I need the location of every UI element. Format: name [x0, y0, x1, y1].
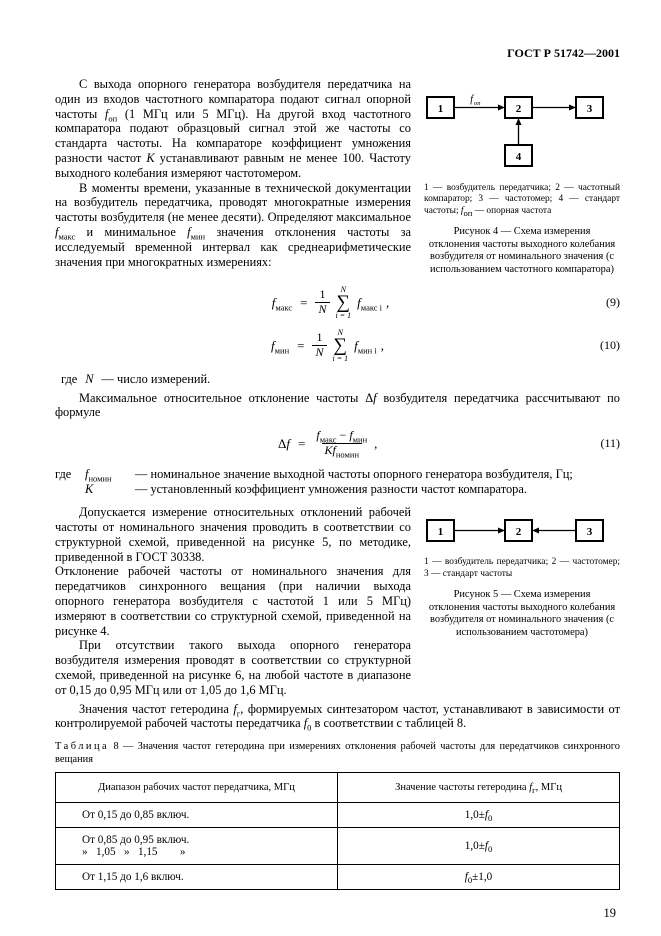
svg-text:оп: оп — [474, 100, 481, 107]
sigma-symbol: ∑ — [336, 291, 351, 313]
figure4-legend: 1 — возбудитель передатчика; 2 — частотный компаратор; 3 — частотомер; 4 — стандарт частоты; $f_{оп}$ — опорная частота — [424, 183, 620, 218]
paragraph-4: Допускается измерение относительных отклонений рабочей частоты от номинального значения проводить в соответствии со структурной схемой, приведенной на рисунке 5, по методике, приведенной в ГОСТ 30338. — [55, 505, 411, 564]
fig4-box2-label: 2 — [515, 103, 522, 115]
formula-9: $f_{макс}$ = $\frac{1}{N}$ N ∑ i = 1 $f_{макс i}$ , (9) — [271, 284, 620, 320]
var-f-sub: оп — [108, 113, 118, 124]
figure4-caption: Рисунок 4 — Схема измерения отклонения частоты выходного колебания возбудителя от номинального значения (с использованием частотного компаратора) — [428, 226, 616, 275]
col1-header: Диапазон рабочих частот передатчика, МГц — [56, 773, 338, 803]
fig5-box3-label: 3 — [586, 526, 593, 539]
text-column-middle — [55, 505, 411, 697]
page-number: 19 — [603, 906, 616, 921]
fig5-box1-label: 1 — [437, 526, 444, 539]
where-note-11: где $f_{номин}$ — номинальное значение выходной частоты опорного генератора возбудителя, Гц; K — установленный коэффициент умножения разности частот компаратора. — [55, 466, 573, 497]
figure5-caption: Рисунок 5 — Схема измерения отклонения частоты выходного колебания возбудителя от номинального значения (с использованием частотомера) — [428, 589, 616, 638]
var-f: f — [104, 106, 109, 121]
paragraph-3: Максимальное относительное отклонение частоты Δf возбудителя передатчика рассчитывают по формуле — [55, 390, 620, 420]
value-cell: $1,0\pm f_0$ — [338, 828, 620, 865]
paragraph-5: Отклонение рабочей частоты от номинального значения для передатчиков синхронного вещания (при наличии выхода опорного генератора возбудителя с частотой 1 или 5 МГц) измеряют в соответствии со структурной схемой, приведенной на рисунке 4. — [55, 564, 411, 638]
table-row — [56, 803, 620, 828]
table-header-row — [56, 773, 620, 803]
formula9-lhs: $f_{макс}$ — [271, 294, 293, 313]
var-f0: f — [303, 716, 308, 731]
var-f-het: f — [233, 701, 237, 716]
delta-symbol: Δ — [365, 390, 374, 405]
paragraph-2: В моменты времени, указанные в технической документации на возбудитель передатчика, проводят многократные измерения частоты возбудителя (не менее десяти). Определяют максимальное $f_{макс}$ и минимальное $f_{мин}$ значения отклонения частоты за исследуемый временной интервал как среднеарифметические значения при многократных измерениях: — [55, 180, 411, 269]
figure4-diagram — [424, 83, 620, 179]
formula-11: Δf = $\frac{f_{макс} - f_{мин}}{Kf_{номин}}$ , (11) — [278, 428, 620, 460]
range-cell: От 0,85 до 0,95 включ. » 1,05 » 1,15 » — [56, 828, 338, 865]
paragraph-7: Значения частот гетеродина $f_г$, формируемых синтезатором частот, устанавливают в зависимости от контролируемой рабочей частоты передатчика $f_0$ в соответствии с таблицей 8. — [55, 701, 620, 733]
fig4-arrow-label: f — [470, 94, 473, 105]
figure5-legend: 1 — возбудитель передатчика; 2 — частотомер; 3 — стандарт частоты — [424, 557, 620, 579]
formula10-fraction: $\frac{1}{N}$ — [312, 331, 326, 360]
formula11-lhs: Δf — [278, 435, 291, 451]
table8-caption: Таблица 8 — Значения частот гетеродина при измерениях отклонения рабочей частоты для передатчиков синхронного вещания — [55, 741, 620, 765]
table8 — [55, 772, 620, 890]
fig4-box1-label: 1 — [437, 103, 444, 115]
formula10-number: (10) — [600, 338, 620, 353]
formula10-term: $f_{мин i}$ — [354, 337, 377, 356]
text-column-top — [55, 77, 411, 277]
formula11-number: (11) — [600, 436, 620, 451]
figure4-column — [411, 77, 620, 277]
formula10-sum: N ∑ i = 1 — [332, 327, 349, 363]
table-row — [56, 865, 620, 890]
fig4-box3-label: 3 — [586, 103, 593, 115]
var-f-max: f — [55, 224, 59, 239]
range-cell: От 1,15 до 1,6 включ. — [56, 865, 338, 890]
figure5-diagram — [424, 511, 620, 553]
formula9-sum: N ∑ i = 1 — [335, 284, 352, 320]
range-cell: От 0,15 до 0,85 включ. — [56, 803, 338, 828]
doc-number: ГОСТ Р 51742—2001 — [507, 46, 620, 60]
fig5-box2-label: 2 — [515, 526, 522, 539]
formula-10: $f_{мин}$ = $\frac{1}{N}$ N ∑ i = 1 $f_{мин i}$ , (10) — [271, 327, 620, 363]
where-note-9: где N — число измерений. — [61, 371, 211, 386]
figure5-column — [411, 505, 620, 697]
formula11-fraction: $\frac{f_{макс} - f_{мин}}{Kf_{номин}}$ — [316, 428, 368, 460]
fig4-box4-label: 4 — [515, 151, 522, 163]
top-section — [55, 77, 620, 277]
var-K: K — [146, 150, 155, 165]
value-cell: $f_0\pm 1,0$ — [338, 865, 620, 890]
formula9-term: $f_{макс i}$ — [357, 294, 383, 313]
col2-header: Значение частоты гетеродина $f_г$, МГц — [338, 773, 620, 803]
value-cell: $1,0\pm f_0$ — [338, 803, 620, 828]
var-f-min: f — [187, 224, 191, 239]
sigma-symbol: ∑ — [333, 334, 348, 356]
formula9-number: (9) — [606, 295, 620, 310]
paragraph-1-text: С выхода опорного генератора возбудителя передатчика на один из входов частотного компаратора подают сигнал опорной частоты — [55, 77, 411, 121]
formula9-fraction: $\frac{1}{N}$ — [315, 288, 329, 317]
middle-section — [55, 505, 620, 697]
paragraph-1: С выхода опорного генератора возбудителя передатчика на один из входов частотного компаратора подают сигнал опорной частоты $f_{оп}$ (1 МГц или 5 МГц). На другой вход частотного компаратора подают образцовый сигнал этой же частоты со стандарта частоты. На компараторе коэффициент умножения разности частот K устанавливают равным не менее 100. Частоту выходного колебания измеряют частотомером. — [55, 77, 411, 180]
paragraph-6: При отсутствии такого выхода опорного генератора возбудителя измерения проводят в соответствии со структурной схемой, приведенной на рисунке 6, на любой частоте в диапазоне от 0,15 до 0,95 МГц или от 1,05 до 1,6 МГц. — [55, 638, 411, 697]
formula10-lhs: $f_{мин}$ — [271, 337, 290, 356]
table-row — [56, 828, 620, 865]
